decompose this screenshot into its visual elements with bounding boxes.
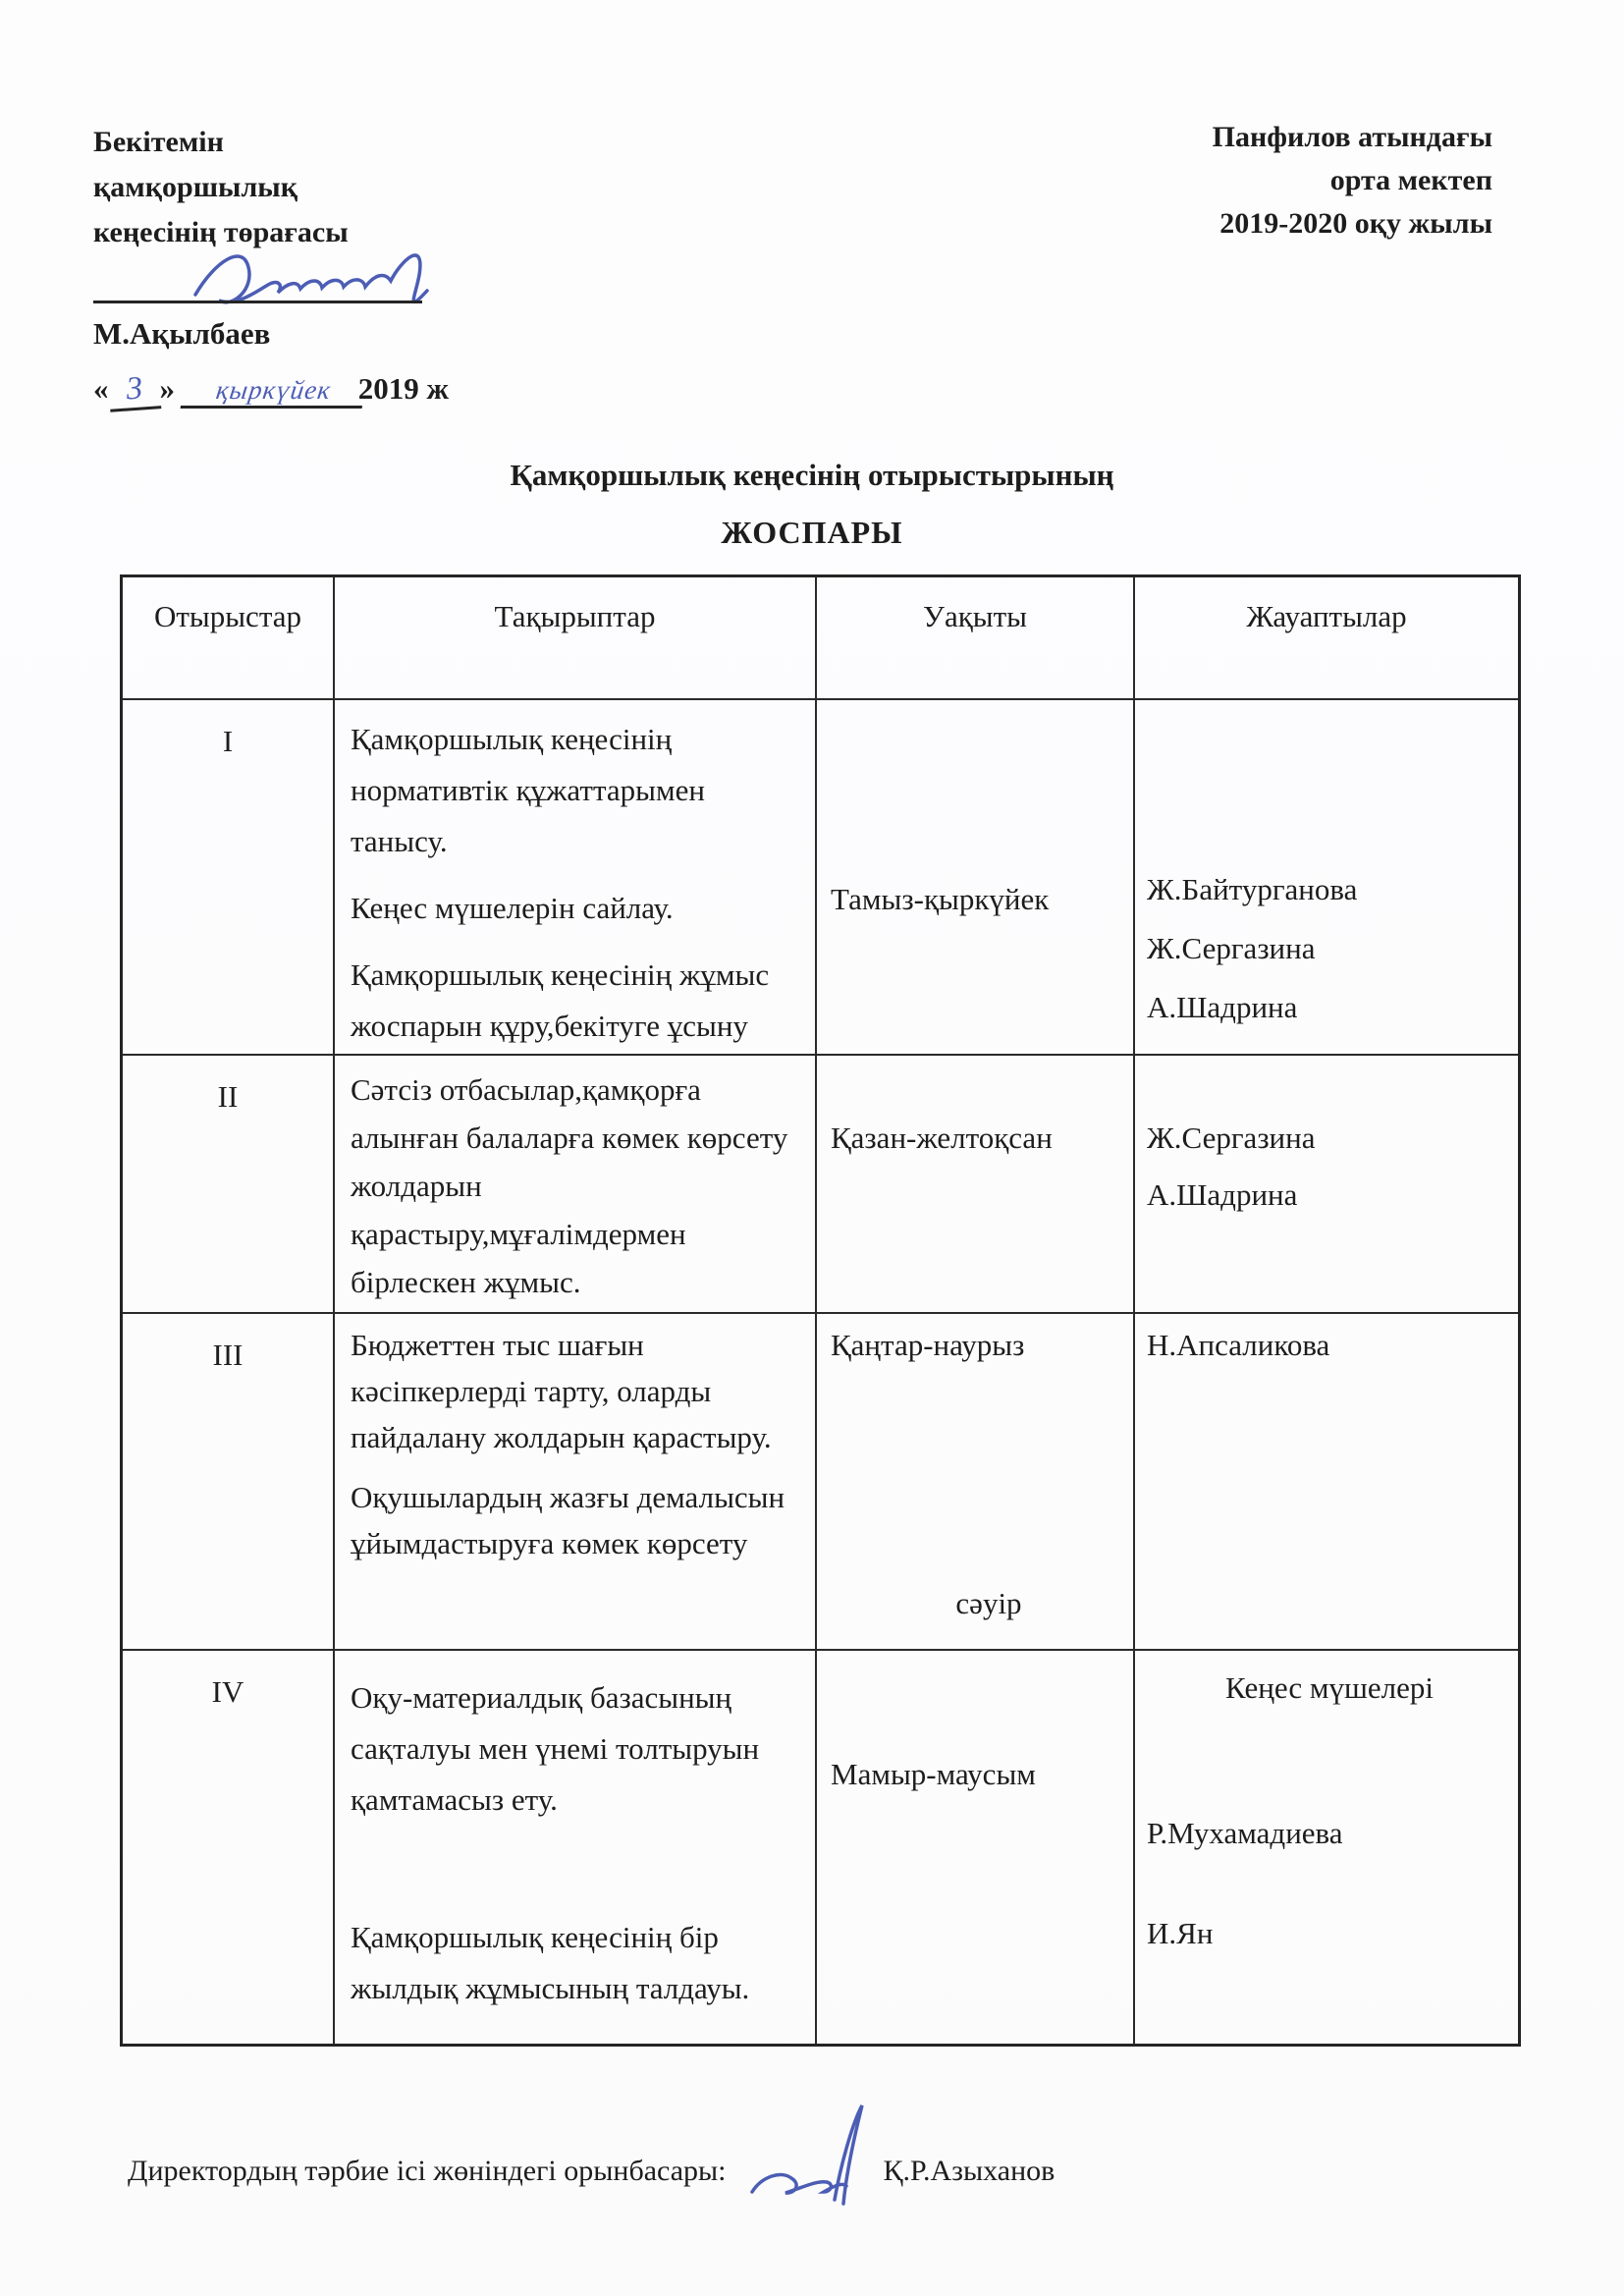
school-block <box>943 116 1492 246</box>
row-4-responsible <box>1135 1651 1518 2044</box>
approval-year: 2019 ж <box>357 371 449 406</box>
row-3-responsible-1: Н.Апсаликова <box>1147 1328 1330 1362</box>
quote-close: » <box>159 371 175 406</box>
document-title <box>0 458 1624 551</box>
column-header-sessions: Отырыстар <box>123 577 335 700</box>
title-line-1: Қамқоршылық кеңесінің отырыстырының <box>510 458 1114 492</box>
school-line-2: орта мектеп <box>1329 164 1492 196</box>
school-line-3: 2019-2020 оқу жылы <box>1219 207 1492 240</box>
quote-open: « <box>93 371 109 406</box>
row-4-topic-2: Қамқоршылық кеңесінің бір жылдық жұмысының талдауы. <box>351 1920 750 2005</box>
row-1-responsible-2: Ж.Сергазина <box>1147 931 1316 965</box>
signature-rule <box>93 301 422 303</box>
row-2-responsible <box>1135 1056 1518 1314</box>
row-1-responsible-3: А.Шадрина <box>1147 990 1298 1024</box>
row-4-topic-1: Оқу-материалдық базасының сақталуы мен үнемі толтыруын қамтамасыз ету. <box>351 1680 760 1817</box>
row-3-topic-1: Бюджеттен тыс шағын кәсіпкерлерді тарту, оларды пайдалану жолдарын қарастыру. <box>351 1328 772 1454</box>
school-line-1: Панфилов атындағы <box>1212 121 1492 153</box>
handwritten-month: қыркүйек <box>180 375 366 409</box>
row-1-number: I <box>123 700 335 1056</box>
row-4-topics <box>335 1651 817 2044</box>
chairman-signature-ink <box>182 224 476 322</box>
row-3-responsible <box>1135 1314 1518 1651</box>
row-3-number: III <box>123 1314 335 1651</box>
plan-table <box>120 574 1521 2047</box>
row-1-topic-3: Қамқоршылық кеңесінің жұмыс жоспарын құру,бекітуге ұсыну <box>351 957 770 1043</box>
row-2-topic-1: Сәтсіз отбасылар,қамқорға алынған балаларға көмек көрсету жолдарын қарастыру,мұғалімдермен бірлескен жұмыс. <box>351 1072 788 1299</box>
column-header-time: Уақыты <box>817 577 1135 700</box>
deputy-name: Қ.Р.Азыханов <box>883 2155 1056 2187</box>
row-2-number: II <box>123 1056 335 1314</box>
row-4-time: Мамыр-маусым <box>817 1651 1135 2044</box>
approval-line-3: кеңесінің төрағасы <box>93 216 349 248</box>
column-header-responsible: Жауаптылар <box>1135 577 1518 700</box>
approval-line-2: қамқоршылық <box>93 171 298 203</box>
column-header-topics: Тақырыптар <box>335 577 817 700</box>
row-2-time: Қазан-желтоқсан <box>817 1056 1135 1314</box>
row-3-time-late: сәуір <box>955 1586 1022 1620</box>
row-3-topics <box>335 1314 817 1651</box>
deputy-title-label: Директордың тәрбие ісі жөніндегі орынбасары: <box>128 2155 727 2187</box>
row-1-topic-1: Қамқоршылық кеңесінің нормативтік құжаттарымен танысу. <box>351 722 705 858</box>
row-3-time <box>817 1314 1135 1651</box>
row-2-responsible-1: Ж.Сергазина <box>1147 1121 1316 1155</box>
approval-line-1: Бекітемін <box>93 126 224 158</box>
row-1-responsible <box>1135 700 1518 1056</box>
deputy-signature-ink <box>740 2102 878 2224</box>
title-line-2: ЖОСПАРЫ <box>721 515 903 550</box>
row-1-time: Тамыз-қыркүйек <box>817 700 1135 1056</box>
approval-date-line <box>93 371 449 410</box>
row-2-topics <box>335 1056 817 1314</box>
row-3-time-main: Қаңтар-наурыз <box>831 1328 1025 1362</box>
row-4-responsible-1: Кеңес мүшелері <box>1225 1670 1434 1705</box>
row-1-topic-2: Кеңес мүшелерін сайлау. <box>351 891 674 925</box>
row-1-responsible-1: Ж.Байтурганова <box>1147 872 1358 906</box>
row-2-responsible-2: А.Шадрина <box>1147 1177 1298 1212</box>
row-1-topics <box>335 700 817 1056</box>
row-3-topic-2: Оқушылардың жазғы демалысын ұйымдастыруға көмек көрсету <box>351 1480 785 1560</box>
handwritten-day: 3 <box>107 369 161 412</box>
row-4-number: IV <box>123 1651 335 2044</box>
row-4-responsible-3: И.Ян <box>1147 1916 1214 1950</box>
row-4-responsible-2: Р.Мухамадиева <box>1147 1816 1343 1850</box>
deputy-signature-block <box>128 2129 1055 2252</box>
approver-name: М.Ақылбаев <box>93 316 271 351</box>
